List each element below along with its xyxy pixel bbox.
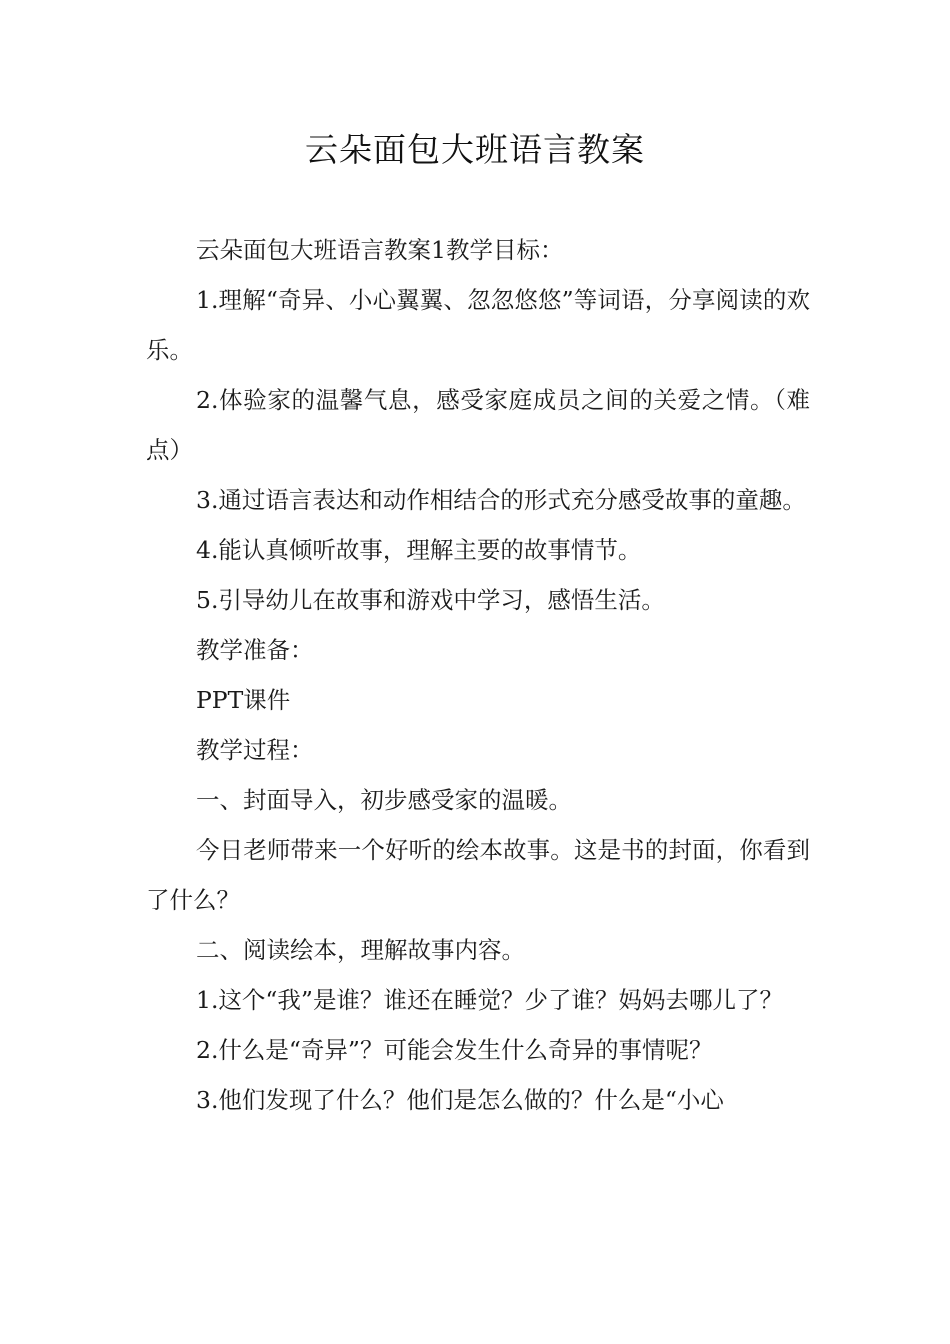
paragraph-step-one-detail: 今日老师带来一个好听的绘本故事。这是书的封面，你看到了什么？ (146, 836, 810, 914)
paragraph-question-2: 2.什么是“奇异”？可能会发生什么奇异的事情呢？ (196, 1036, 713, 1064)
paragraph-objective-3: 3.通过语言表达和动作相结合的形式充分感受故事的童趣。 (196, 486, 806, 514)
paragraph-objective-1: 1.理解“奇异、小心翼翼、忽忽悠悠”等词语，分享阅读的欢乐。 (146, 286, 810, 364)
paragraph-objective-4: 4.能认真倾听故事，理解主要的故事情节。 (196, 536, 642, 564)
paragraph-question-1: 1.这个“我”是谁？谁还在睡觉？少了谁？妈妈去哪儿了？ (196, 986, 783, 1014)
document-title: 云朵面包大班语言教案 (305, 130, 645, 169)
paragraph-process-heading: 教学过程： (196, 736, 314, 764)
paragraph-objectives-heading: 云朵面包大班语言教案1教学目标： (196, 236, 564, 264)
paragraph-objective-5: 5.引导幼儿在故事和游戏中学习，感悟生活。 (196, 586, 665, 614)
paragraph-preparation-item: PPT课件 (196, 686, 291, 714)
paragraph-question-3: 3.他们发现了什么？他们是怎么做的？什么是“小心 (196, 1086, 724, 1114)
document-body (146, 225, 810, 1125)
paragraph-preparation-heading: 教学准备： (196, 636, 314, 664)
paragraph-objective-2: 2.体验家的温馨气息，感受家庭成员之间的关爱之情。（难点） (146, 386, 810, 464)
paragraph-step-two: 二、阅读绘本，理解故事内容。 (196, 936, 525, 964)
paragraph-step-one: 一、封面导入，初步感受家的温暖。 (196, 786, 572, 814)
